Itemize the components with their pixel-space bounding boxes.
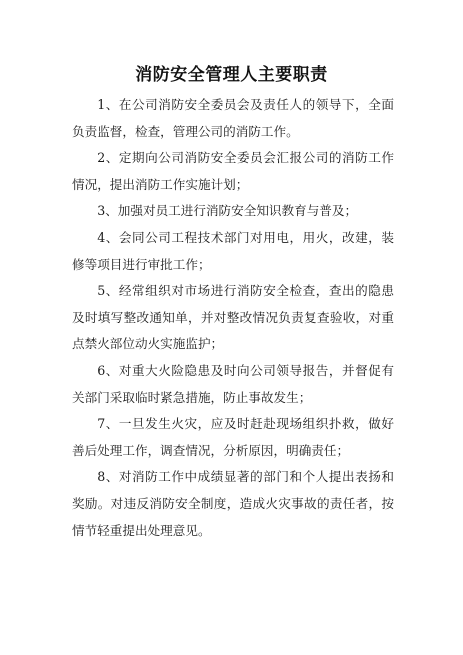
document-body (72, 92, 394, 544)
duty-item-5: 5、经常组织对市场进行消防安全检查，查出的隐患及时填写整改通知单，并对整改情况负责复查验收，对重点禁火部位动火实施监护； (72, 283, 394, 352)
duty-item-8: 8、对消防工作中成绩显著的部门和个人提出表扬和奖励。对违反消防安全制度，造成火灾事故的责任者，按情节轻重提出处理意见。 (72, 469, 394, 538)
duty-item-6: 6、对重大火险隐患及时向公司领导报告，并督促有关部门采取临时紧急措施，防止事故发生； (72, 362, 394, 405)
duty-item-1: 1、在公司消防安全委员会及责任人的领导下，全面负责监督，检查，管理公司的消防工作。 (72, 97, 394, 139)
duty-item-3: 3、加强对员工进行消防安全知识教育与普及； (97, 203, 358, 219)
duty-item-4: 4、会同公司工程技术部门对用电，用火，改建，装修等项目进行审批工作； (72, 229, 394, 272)
duty-item-7: 7、一旦发生火灾，应及时赶赴现场组织扑救，做好善后处理工作，调查情况，分析原因，明确责任； (72, 416, 394, 458)
duty-item-2: 2、定期向公司消防安全委员会汇报公司的消防工作情况，提出消防工作实施计划； (72, 150, 394, 192)
document-title: 消防安全管理人主要职责 (135, 65, 328, 85)
